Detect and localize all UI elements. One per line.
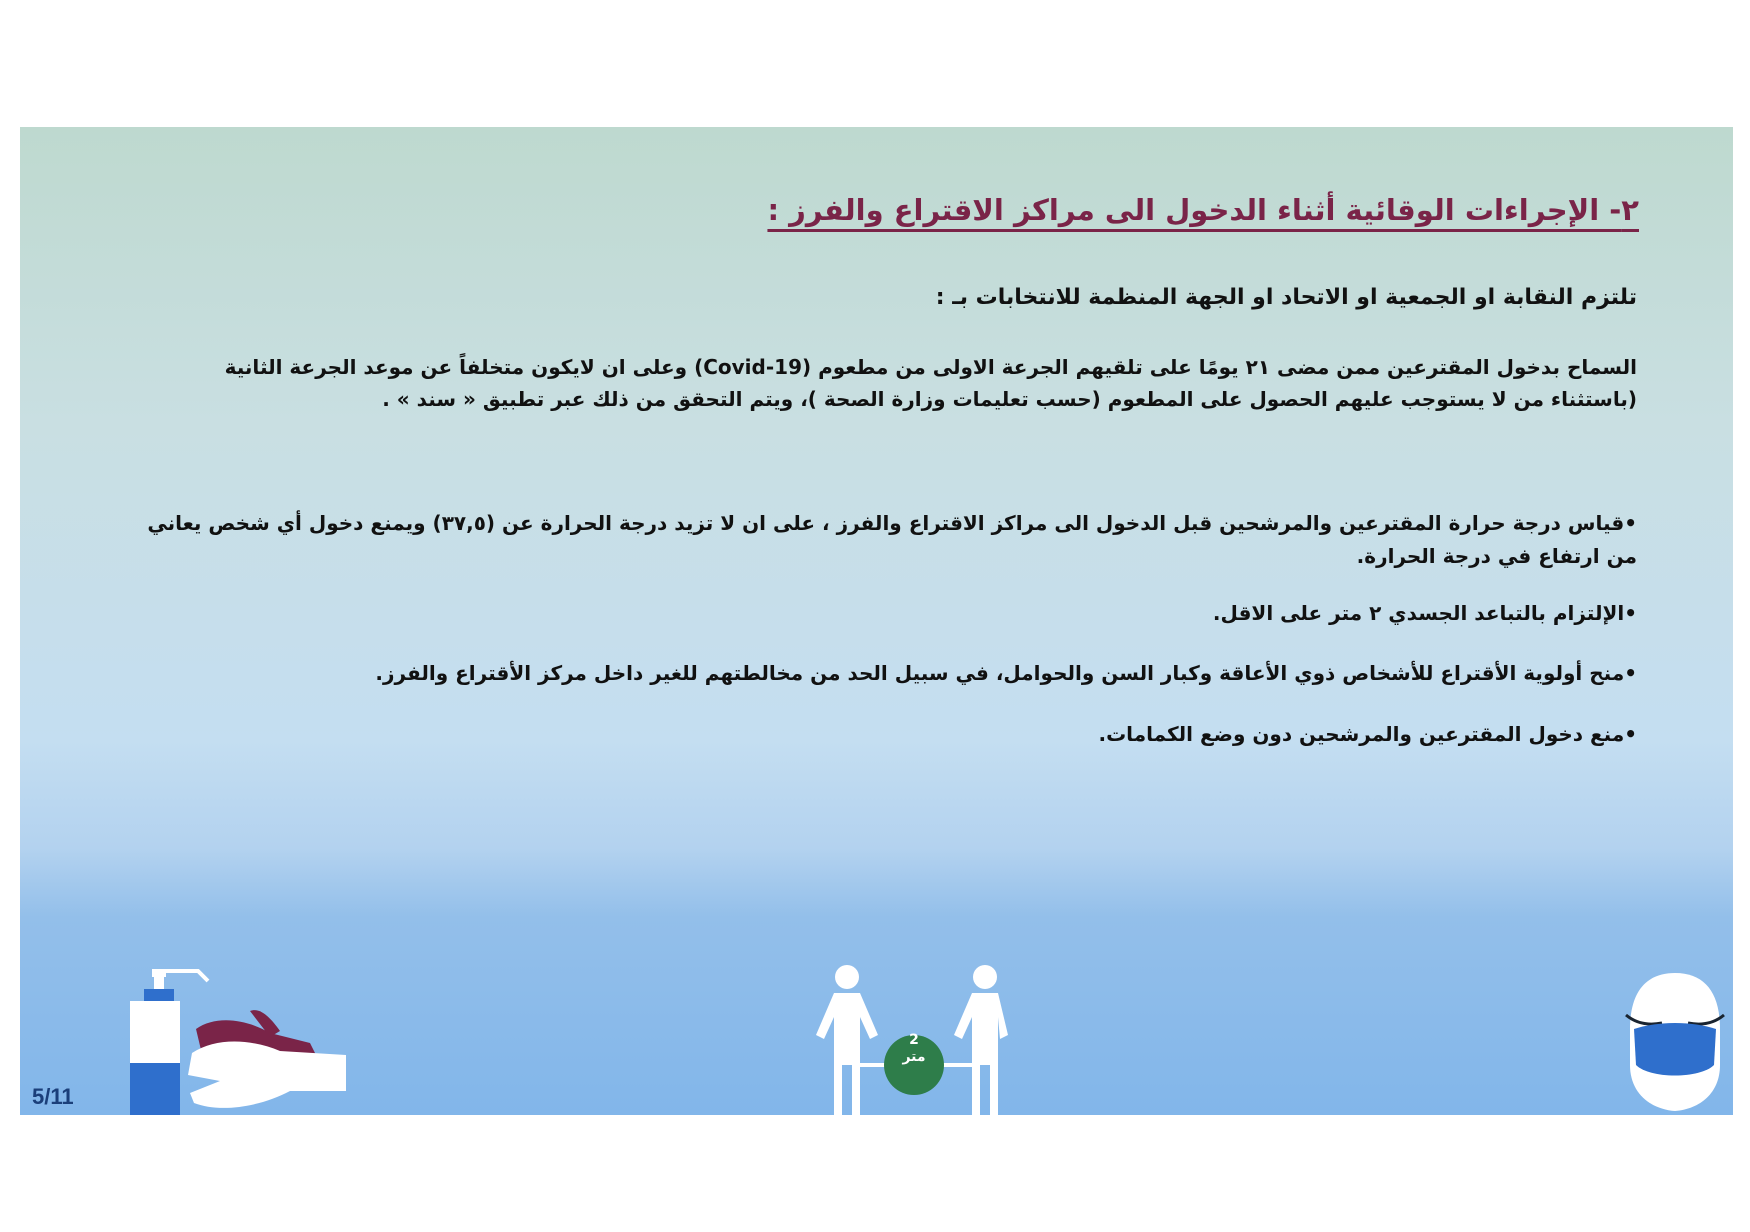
intro-text: تلتزم النقابة او الجمعية او الاتحاد او الجهة المنظمة للانتخابات بـ :: [935, 285, 1637, 310]
distance-label: [893, 1032, 935, 1066]
distance-value: 2: [909, 1032, 919, 1048]
slide: [20, 127, 1733, 1115]
face-mask-icon: [1620, 969, 1730, 1115]
bullet-distancing: •الإلتزام بالتباعد الجسدي ٢ متر على الاقل.: [1212, 601, 1637, 625]
bullet-masks: •منع دخول المقترعين والمرشحين دون وضع الكمامات.: [1098, 722, 1637, 746]
vaccination-paragraph: السماح بدخول المقترعين ممن مضى ٢١ يومًا على تلقيهم الجرعة الاولى من مطعوم (Covid-19) وعلى ان لايكون متخلفاً عن موعد الجرعة الثانية (باستثناء من لا يستوجب عليهم الحصول على المطعوم (حسب تعليمات وزارة الصحة )، ويتم التحقق من ذلك عبر تطبيق « سند » .: [224, 355, 1637, 411]
page-number: 5/11: [32, 1084, 74, 1109]
distance-unit: متر: [902, 1049, 926, 1065]
hand-sanitizer-icon: [120, 967, 350, 1115]
page-title: ٢- الإجراءات الوقائية أثناء الدخول الى مراكز الاقتراع والفرز :: [767, 193, 1639, 227]
bullet-temperature: •قياس درجة حرارة المقترعين والمرشحين قبل الدخول الى مراكز الاقتراع والفرز ، على ان لا تزيد درجة الحرارة عن (٣٧,٥) ويمنع دخول أي شخص يعاني من ارتفاع في درجة الحرارة.: [147, 511, 1637, 568]
bullet-priority: •منح أولوية الأقتراع للأشخاص ذوي الأعاقة وكبار السن والحوامل، في سبيل الحد من مخالطتهم للغير داخل مركز الأقتراع والفرز.: [375, 661, 1637, 685]
